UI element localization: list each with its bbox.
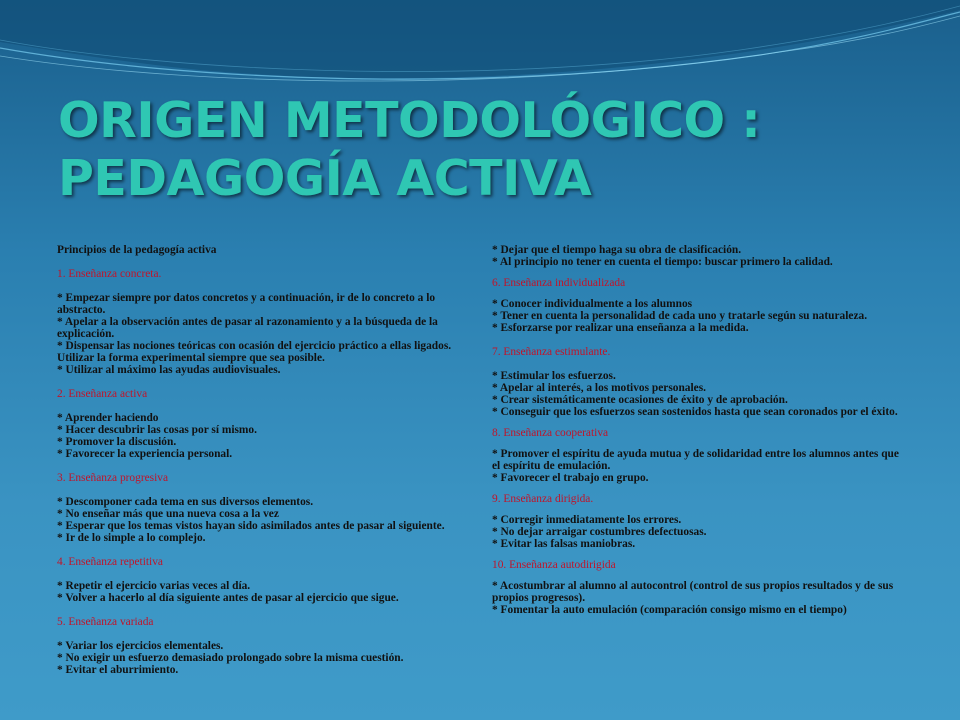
list-item: * Aprender haciendo <box>57 412 159 424</box>
list-item: * Volver a hacerlo al día siguiente antes de pasar al ejercicio que sigue. <box>57 592 399 604</box>
list-item: * Repetir el ejercicio varias veces al día. <box>57 580 251 592</box>
list-item: * Favorecer el trabajo en grupo. <box>492 472 649 484</box>
list-item: * Favorecer la experiencia personal. <box>57 448 233 460</box>
section-heading: 7. Enseñanza estimulante. <box>492 346 611 358</box>
list-item: * Variar los ejercicios elementales. <box>57 640 224 652</box>
right-column <box>492 244 906 616</box>
list-item: * Hacer descubrir las cosas por sí mismo. <box>57 424 257 436</box>
slide-title-line-1: ORIGEN METODOLÓGICO : <box>58 92 761 149</box>
section-heading: 9. Enseñanza dirigida. <box>492 493 594 505</box>
section-heading: 3. Enseñanza progresiva <box>57 472 169 484</box>
left-column <box>57 244 477 676</box>
section-heading: 2. Enseñanza activa <box>57 388 148 400</box>
list-item: * Corregir inmediatamente los errores. <box>492 514 682 526</box>
list-item: * No dejar arraigar costumbres defectuosas. <box>492 526 707 538</box>
section-heading: 10. Enseñanza autodirigida <box>492 559 616 571</box>
list-item: * Estimular los esfuerzos. <box>492 370 616 382</box>
list-item: * Conseguir que los esfuerzos sean sostenidos hasta que sean coronados por el éxito. <box>492 406 898 418</box>
list-item: * No enseñar más que una nueva cosa a la vez <box>57 508 279 520</box>
list-item: * Empezar siempre por datos concretos y a continuación, ir de lo concreto a lo abstracto. <box>57 292 436 316</box>
section-heading: 4. Enseñanza repetitiva <box>57 556 163 568</box>
list-item: * No exigir un esfuerzo demasiado prolongado sobre la misma cuestión. <box>57 652 404 664</box>
list-item: * Evitar las falsas maniobras. <box>492 538 636 550</box>
intro-text: Principios de la pedagogía activa <box>57 244 217 256</box>
list-item: * Tener en cuenta la personalidad de cada uno y tratarle según su naturaleza. <box>492 310 868 322</box>
section-heading: 1. Enseñanza concreta. <box>57 268 162 280</box>
list-item: * Esforzarse por realizar una enseñanza a la medida. <box>492 322 749 334</box>
list-item: * Dejar que el tiempo haga su obra de clasificación. <box>492 244 742 256</box>
list-item: * Promover el espíritu de ayuda mutua y de solidaridad entre los alumnos antes que el espíritu de emulación. <box>492 448 899 472</box>
list-item: * Crear sistemáticamente ocasiones de éxito y de aprobación. <box>492 394 788 406</box>
list-item: * Apelar a la observación antes de pasar al razonamiento y a la búsqueda de la explicación. <box>57 316 438 340</box>
list-item: * Apelar al interés, a los motivos personales. <box>492 382 706 394</box>
list-item: * Acostumbrar al alumno al autocontrol (control de sus propios resultados y de sus propios progresos). <box>492 580 894 604</box>
header-wave-decoration <box>0 0 960 90</box>
list-item: * Fomentar la auto emulación (comparación consigo mismo en el tiempo) <box>492 604 847 616</box>
list-item: * Conocer individualmente a los alumnos <box>492 298 693 310</box>
list-item: * Descomponer cada tema en sus diversos elementos. <box>57 496 314 508</box>
list-item: * Esperar que los temas vistos hayan sido asimilados antes de pasar al siguiente. <box>57 520 445 532</box>
section-heading: 6. Enseñanza individualizada <box>492 277 626 289</box>
list-item: * Al principio no tener en cuenta el tiempo: buscar primero la calidad. <box>492 256 833 268</box>
slide-title-line-2: PEDAGOGÍA ACTIVA <box>58 150 592 207</box>
list-item: * Ir de lo simple a lo complejo. <box>57 532 206 544</box>
list-item: * Evitar el aburrimiento. <box>57 664 179 676</box>
section-heading: 5. Enseñanza variada <box>57 616 154 628</box>
list-item: * Utilizar al máximo las ayudas audiovisuales. <box>57 364 281 376</box>
section-heading: 8. Enseñanza cooperativa <box>492 427 609 439</box>
slide-title <box>58 92 938 208</box>
list-item: * Promover la discusión. <box>57 436 177 448</box>
list-item: * Dispensar las nociones teóricas con ocasión del ejercicio práctico a ellas ligados. Utilizar la forma experimental siempre que sea posible. <box>57 340 452 364</box>
